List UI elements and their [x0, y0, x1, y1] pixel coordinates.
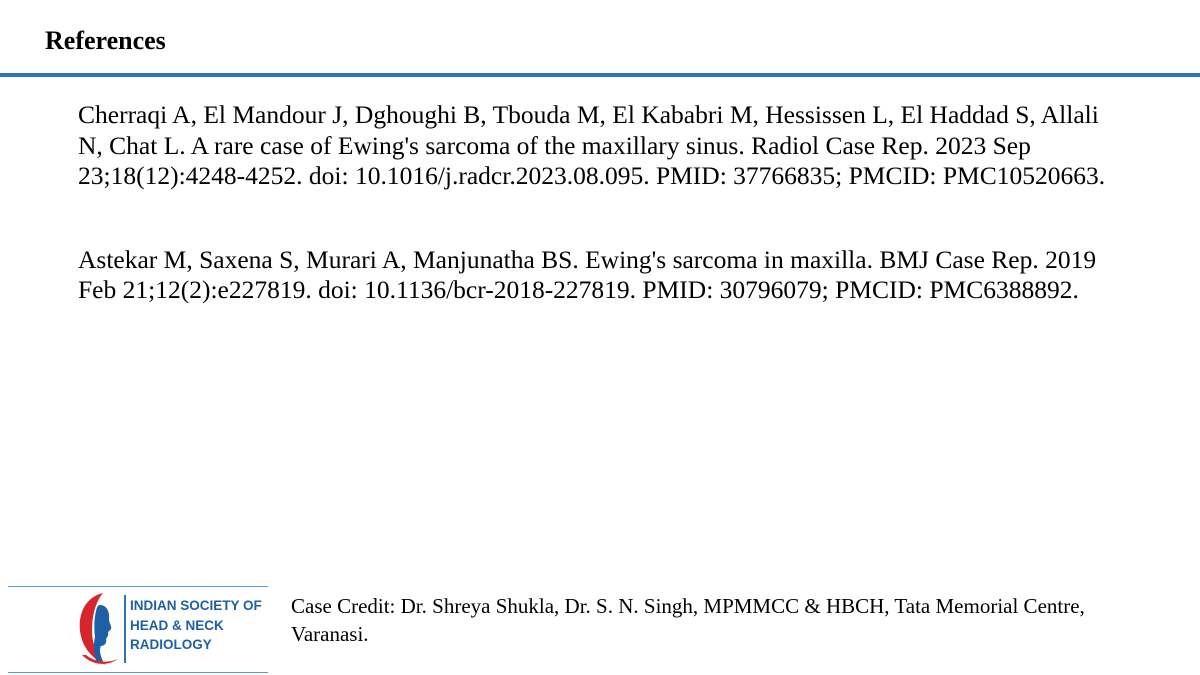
slide-title: References [45, 26, 166, 55]
case-credit: Case Credit: Dr. Shreya Shukla, Dr. S. N. Singh, MPMMCC & HBCH, Tata Memorial Centre, Varanasi. [291, 594, 1085, 646]
logo-line: RADIOLOGY [130, 637, 212, 652]
logo-divider [124, 595, 126, 663]
society-logo [76, 589, 266, 669]
footer-rule-top [8, 586, 268, 587]
logo-wordmark [130, 596, 262, 655]
title-rule [0, 73, 1200, 77]
logo-line: INDIAN SOCIETY OF [130, 598, 262, 613]
reference-list [78, 100, 1108, 359]
footer-rule-bottom [8, 672, 268, 673]
head-silhouette-icon [76, 589, 120, 669]
logo-line: HEAD & NECK [130, 617, 224, 633]
reference-item: Cherraqi A, El Mandour J, Dghoughi B, Tbouda M, El Kababri M, Hessissen L, El Haddad S, Allali N, Chat L. A rare case of Ewing's sarcoma of the maxillary sinus. Radiol Case Rep. 2023 Sep 23;18(12):4248-4252. doi: 10.1016/j.radcr.2023.08.095. PMID: 37766835; PMCID: PMC10520663. [78, 100, 1106, 190]
reference-item: Astekar M, Saxena S, Murari A, Manjunatha BS. Ewing's sarcoma in maxilla. BMJ Case Rep. 2019 Feb 21;12(2):e227819. doi: 10.1136/bcr-2018-227819. PMID: 30796079; PMCID: PMC6388892. [78, 244, 1097, 304]
